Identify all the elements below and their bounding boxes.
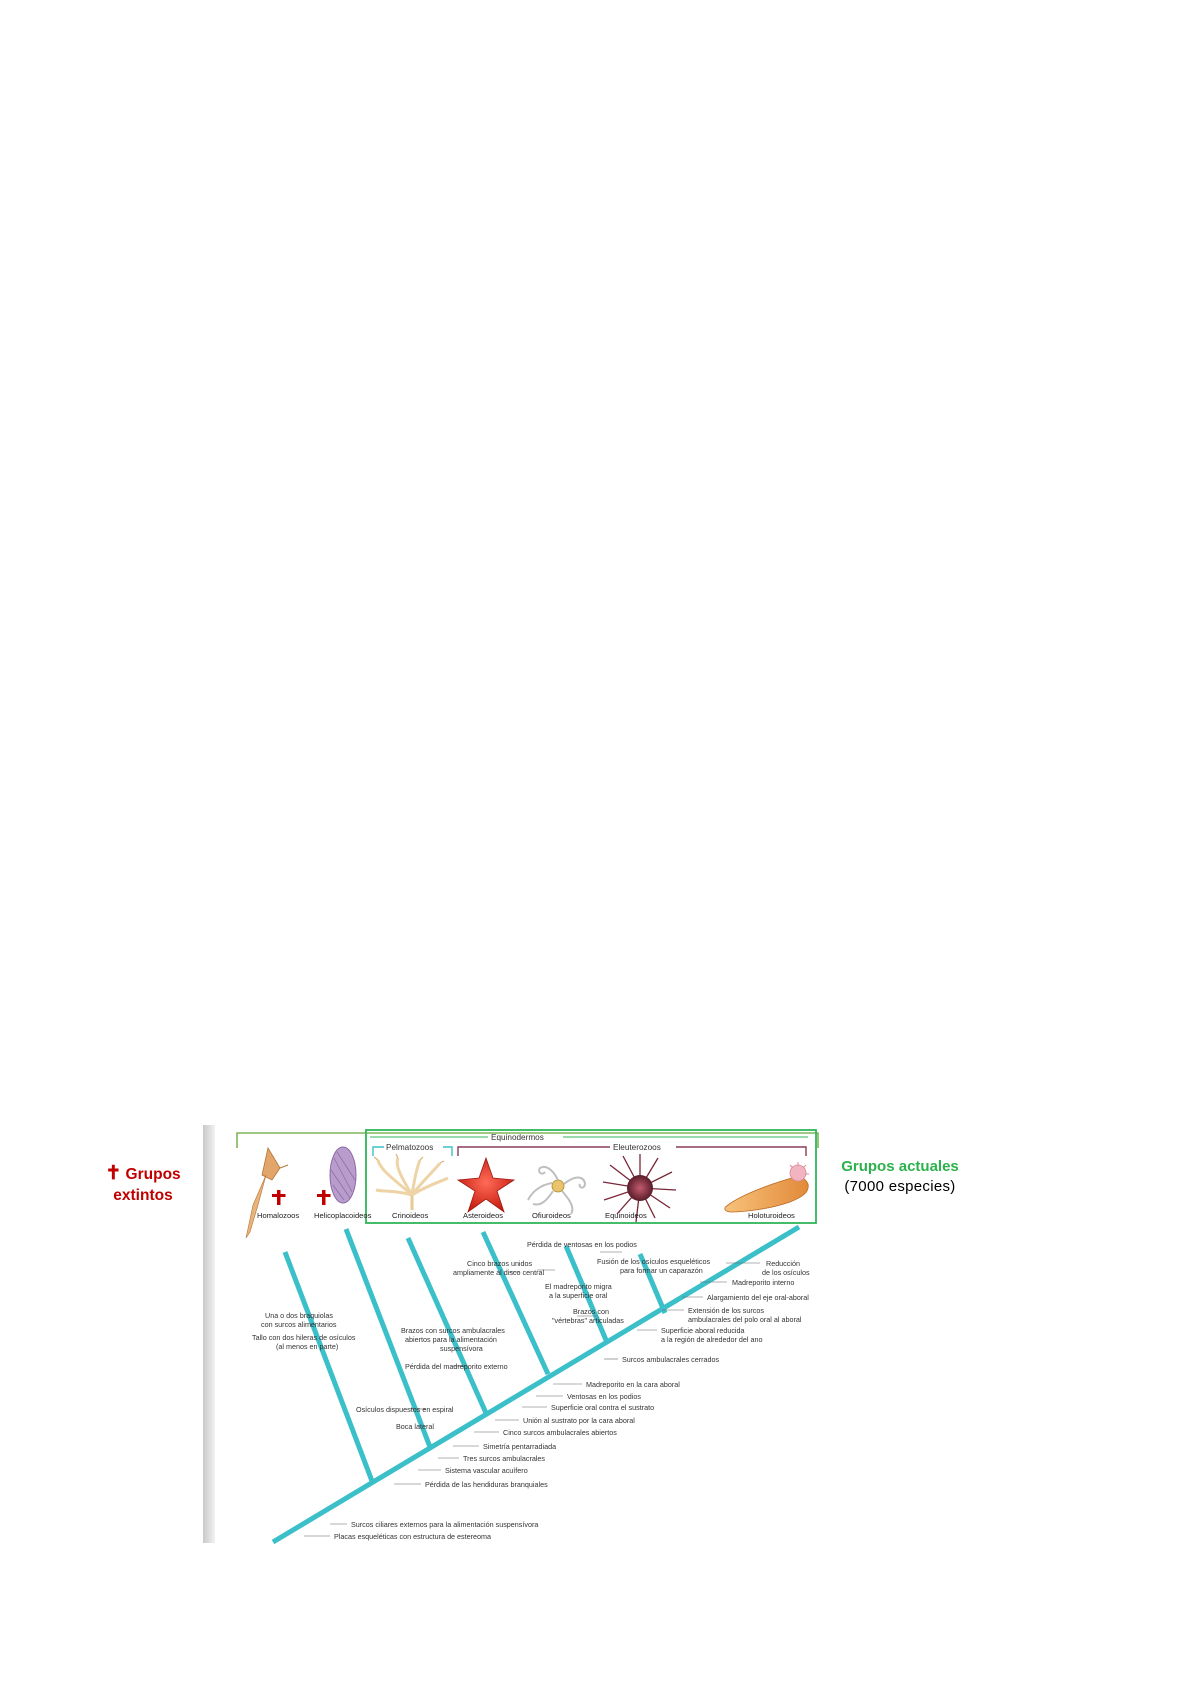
- trunk-label-16: Pérdida de las hendiduras branquiales: [425, 1480, 548, 1489]
- label-asteroideos-1: Cinco brazos unidos: [467, 1259, 533, 1268]
- asteroideo-illustration: [458, 1158, 514, 1212]
- bracket-equinodermos: [370, 1133, 808, 1142]
- label-crinoideos-2: abiertos para la alimentación: [405, 1335, 497, 1344]
- trunk-label-12: Cinco surcos ambulacrales abiertos: [503, 1428, 617, 1437]
- trunk-label-13: Simetría pentarradiada: [483, 1442, 557, 1451]
- label-pelmatozoos: Pelmatozoos: [386, 1143, 434, 1152]
- taxon-labels: [257, 1211, 795, 1220]
- trunk-label-3: Extensión de los surcos: [688, 1306, 764, 1315]
- label-equinoideos-2: para formar un caparazón: [620, 1266, 703, 1275]
- extinct-legend-line1: Grupos: [125, 1166, 181, 1183]
- label-homalozoos-4: (al menos en parte): [276, 1342, 339, 1351]
- trunk-label-8: Madreporito en la cara aboral: [586, 1380, 680, 1389]
- taxon-helicoplacoideos: Helicoplacoideos: [314, 1211, 372, 1220]
- label-osiculos-espiral: Osículos dispuestos en espiral: [356, 1405, 454, 1414]
- label-boca-lateral: Boca lateral: [396, 1422, 434, 1431]
- label-eleuterozoos: Eleuterozoos: [613, 1143, 661, 1152]
- trunk-label-7: Surcos ambulacrales cerrados: [622, 1355, 720, 1364]
- label-homalozoos-2: con surcos alimentarios: [261, 1320, 337, 1329]
- current-legend-line2: (7000 especies): [844, 1178, 956, 1195]
- trunk-label-18: Placas esqueléticas con estructura de estereoma: [334, 1532, 492, 1541]
- trunk-label-10: Superficie oral contra el sustrato: [551, 1403, 655, 1412]
- ofiuroideo-illustration: [528, 1167, 585, 1214]
- label-ofiuroideos-2: a la superficie oral: [549, 1291, 608, 1300]
- taxon-equinoideos: Equinoideos: [605, 1211, 647, 1220]
- trunk-label-15: Sistema vascular acuífero: [445, 1466, 528, 1475]
- helicoplacoideo-extinct-cross-icon: [317, 1190, 331, 1205]
- helicoplacoideo-illustration: [330, 1147, 356, 1203]
- bracket-pelmatozoos: [373, 1143, 452, 1156]
- label-crinoideos-1: Brazos con surcos ambulacrales: [401, 1326, 505, 1335]
- homalozoo-illustration: [246, 1148, 288, 1238]
- label-ofiuroideos-1: El madreporito migra: [545, 1282, 612, 1291]
- trunk-label-9: Ventosas en los podios: [567, 1392, 641, 1401]
- label-homalozoos-1: Una o dos braquiolas: [265, 1311, 333, 1320]
- holoturoideo-illustration: [725, 1162, 809, 1212]
- trunk-label-6: a la región de alrededor del ano: [661, 1335, 763, 1344]
- label-perdida-ventosas: Pérdida de ventosas en los podios: [527, 1240, 637, 1249]
- taxon-holoturoideos: Holoturoideos: [748, 1211, 795, 1220]
- trunk-label-14: Tres surcos ambulacrales: [463, 1454, 546, 1463]
- taxon-ofiuroideos: Ofiuroideos: [532, 1211, 571, 1220]
- label-holoturoideos-2: de los osículos: [762, 1268, 810, 1277]
- label-asteroideos-2: ampliamente al disco central: [453, 1268, 545, 1277]
- trunk-label-4: ambulacrales del polo oral al aboral: [688, 1315, 802, 1324]
- label-crinoideos-3: suspensívora: [440, 1344, 483, 1353]
- current-legend-line1: Grupos actuales: [841, 1158, 959, 1175]
- label-holoturoideos-1: Reducción: [766, 1259, 800, 1268]
- label-equinodermos: Equinodermos: [491, 1133, 544, 1142]
- trunk-label-5: Superficie aboral reducida: [661, 1326, 745, 1335]
- label-equinoideos-1: Fusión de los osículos esqueléticos: [597, 1257, 711, 1266]
- taxon-asteroideos: Asteroideos: [463, 1211, 504, 1220]
- branch-homalozoos: [285, 1252, 372, 1481]
- homalozoo-extinct-cross-icon: [272, 1190, 286, 1205]
- bracket-eleuterozoos: [458, 1143, 806, 1156]
- label-ofiuroideos-3: Brazos con: [573, 1307, 609, 1316]
- trunk-label-1: Madreporito interno: [732, 1278, 795, 1287]
- taxon-homalozoos: Homalozoos: [257, 1211, 300, 1220]
- taxon-crinoideos: Crinoideos: [392, 1211, 429, 1220]
- label-perdida-madreporito: Pérdida del madreporito externo: [405, 1362, 508, 1371]
- trunk-label-2: Alargamiento del eje oral-aboral: [707, 1293, 809, 1302]
- extinct-cross-icon: ✝: [105, 1163, 122, 1184]
- trunk-label-17: Surcos ciliares externos para la alimentación suspensívora: [351, 1520, 539, 1529]
- extinct-legend-line2: extintos: [113, 1187, 173, 1204]
- label-homalozoos-3: Tallo con dos hileras de osículos: [252, 1333, 356, 1342]
- branch-asteroideos: [483, 1232, 548, 1374]
- trunk-label-11: Unión al sustrato por la cara aboral: [523, 1416, 635, 1425]
- crinoideo-illustration: [374, 1154, 448, 1210]
- label-ofiuroideos-4: "vértebras" articuladas: [552, 1316, 624, 1325]
